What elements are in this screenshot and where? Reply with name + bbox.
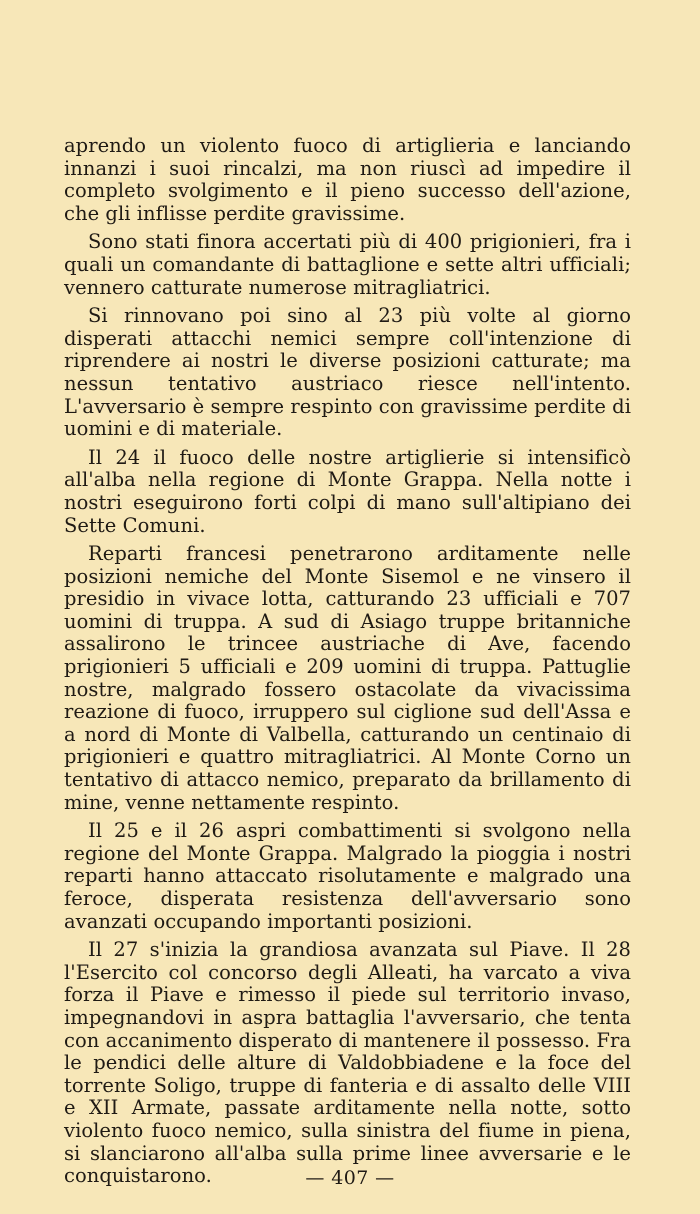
body-text: [64, 135, 631, 1194]
paragraph: Il 24 il fuoco delle nostre artiglierie si intensificò all'alba nella regione di Monte Grappa. Nella notte i nostri eseguirono forti colpi di mano sull'altipiano dei Sette Comuni.: [64, 445, 631, 537]
paragraph: Reparti francesi penetrarono arditamente nelle posizioni nemiche del Monte Sisemol e ne vinsero il presidio in vivace lotta, catturando 23 ufficiali e 707 uomini di truppa. A sud di Asiago truppe britanniche assalirono le trincee austriache di Ave, facendo prigionieri 5 ufficiali e 209 uomini di truppa. Pattuglie nostre, malgrado fossero ostacolate da vivacissima reazione di fuoco, irruppero sul ciglione sud dell'Assa e a nord di Monte di Valbella, catturando un centinaio di prigionieri e quattro mitragliatrici. Al Monte Corno un tentativo di attacco nemico, preparato da brillamento di mine, venne nettamente respinto.: [64, 542, 631, 814]
paragraph: Il 25 e il 26 aspri combattimenti si svolgono nella regione del Monte Grappa. Malgrado la pioggia i nostri reparti hanno attaccato risolutamente e malgrado una feroce, disperata resistenza dell'avversario sono avanzati occupando importanti posizioni.: [64, 819, 631, 933]
paragraph: Il 27 s'inizia la grandiosa avanzata sul Piave. Il 28 l'Esercito col concorso degli Alleati, ha varcato a viva forza il Piave e rimesso il piede sul territorio invaso, impegnandovi in aspra battaglia l'avversario, che tenta con accanimento disperato di mantenere il possesso. Fra le pendici delle alture di Valdobbiadene e la foce del torrente Soligo, truppe di fanteria e di assalto delle VIII e XII Armate, passate arditamente nella notte, sotto violento fuoco nemico, sulla sinistra del fiume in piena, si slanciarono all'alba sulla prime linee avversarie e le conquistarono.: [64, 938, 631, 1188]
paragraph: aprendo un violento fuoco di artiglieria e lanciando innanzi i suoi rincalzi, ma non riuscì ad impedire il completo svolgimento e il pieno successo dell'azione, che gli inflisse perdite gravissime.: [64, 134, 631, 225]
page-number: — 407 —: [305, 1167, 395, 1189]
paragraph: Sono stati finora accertati più di 400 prigionieri, fra i quali un comandante di battaglione e sette altri ufficiali; vennero catturate numerose mitragliatrici.: [64, 230, 631, 299]
paragraph: Si rinnovano poi sino al 23 più volte al giorno disperati attacchi nemici sempre coll'intenzione di riprendere ai nostri le diverse posizioni catturate; ma nessun tentativo austriaco riesce nell'intento. L'avversario è sempre respinto con gravissime perdite di uomini e di materiale.: [64, 304, 631, 441]
